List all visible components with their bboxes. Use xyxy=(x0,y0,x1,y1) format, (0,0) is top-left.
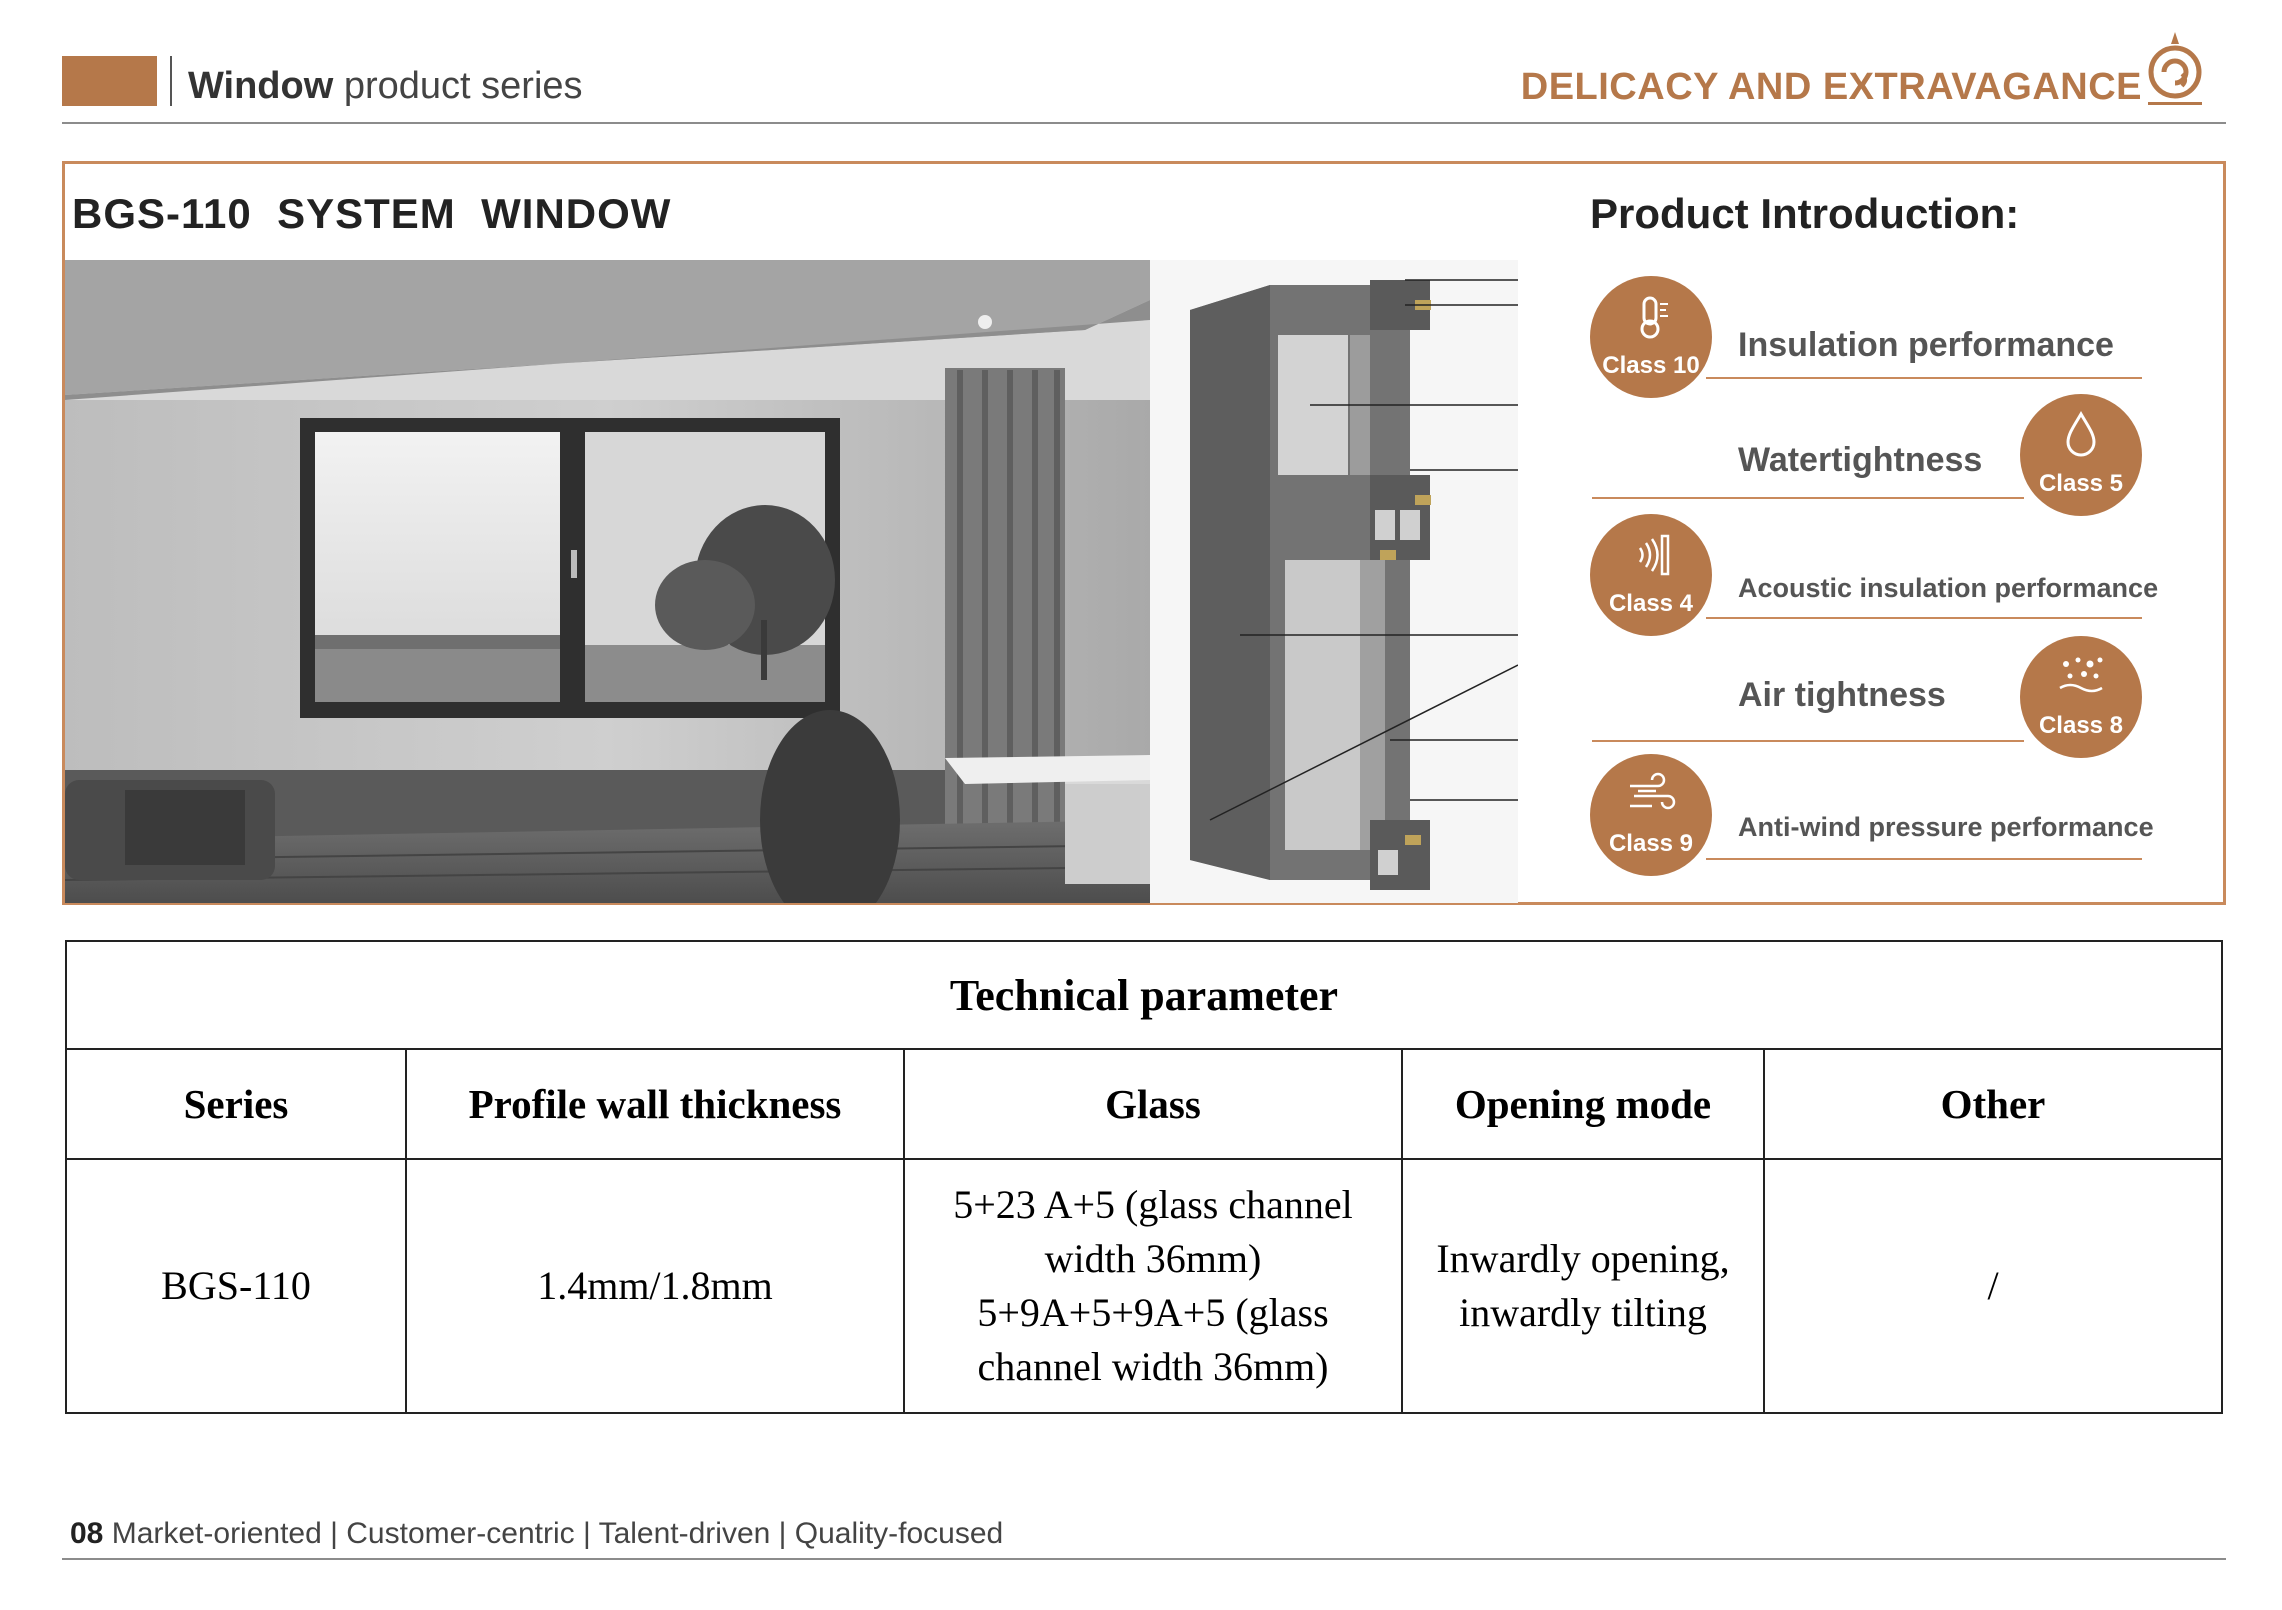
glass-line: 5+23 A+5 (glass channel xyxy=(953,1182,1353,1227)
section-title xyxy=(188,64,583,108)
header-opening-mode: Opening mode xyxy=(1402,1049,1764,1159)
class-badge-watertightness xyxy=(2020,394,2142,516)
feature-underline xyxy=(1706,858,2142,860)
room-window-photo xyxy=(65,260,1150,903)
glass-line: width 36mm) xyxy=(1044,1236,1262,1281)
feature-label-air-tightness: Air tightness xyxy=(1738,676,1946,714)
header-thickness: Profile wall thickness xyxy=(406,1049,904,1159)
header-rule xyxy=(62,122,2226,124)
footer-slogan: Market-oriented | Customer-centric | Talent-driven | Quality-focused xyxy=(103,1517,1004,1550)
class-label: Class 5 xyxy=(2038,470,2124,497)
water-drop-icon xyxy=(2056,410,2106,460)
class-badge-acoustic xyxy=(1590,514,1712,636)
feature-label-watertightness: Watertightness xyxy=(1738,441,1983,479)
page-number: 08 xyxy=(70,1517,104,1550)
sound-wall-icon xyxy=(1626,530,1676,580)
class-label: Class 9 xyxy=(1608,830,1694,857)
product-intro-title: Product Introduction: xyxy=(1590,190,2020,237)
header-separator xyxy=(170,56,172,106)
section-title-rest: product series xyxy=(333,65,583,107)
class-badge-wind-pressure xyxy=(1590,754,1712,876)
feature-label-acoustic: Acoustic insulation performance xyxy=(1738,573,2159,603)
cell-glass xyxy=(904,1159,1402,1413)
cell-opening-mode xyxy=(1402,1159,1764,1413)
cell-other: / xyxy=(1764,1159,2222,1413)
section-title-bold: Window xyxy=(188,65,334,107)
footer-text xyxy=(70,1517,1003,1551)
feature-underline xyxy=(1592,497,2024,499)
class-label: Class 4 xyxy=(1608,590,1694,617)
feature-underline xyxy=(1706,377,2142,379)
header-color-block xyxy=(62,56,157,106)
class-label: Class 8 xyxy=(2038,712,2124,739)
company-logo xyxy=(2142,30,2208,110)
glass-line: 5+9A+5+9A+5 (glass xyxy=(977,1290,1329,1335)
product-name: BGS-110 SYSTEM WINDOW xyxy=(72,190,672,237)
feature-underline xyxy=(1706,617,2142,619)
cell-thickness: 1.4mm/1.8mm xyxy=(406,1159,904,1413)
class-badge-air-tightness xyxy=(2020,636,2142,758)
opening-line: inwardly tilting xyxy=(1459,1290,1707,1335)
footer-rule xyxy=(62,1558,2226,1560)
technical-parameter-table xyxy=(65,940,2223,1414)
feature-label-wind-pressure: Anti-wind pressure performance xyxy=(1738,812,2154,842)
table-caption: Technical parameter xyxy=(66,941,2222,1049)
opening-line: Inwardly opening, xyxy=(1436,1236,1730,1281)
thermometer-icon xyxy=(1626,292,1676,342)
class-label: Class 10 xyxy=(1602,352,1700,379)
header-glass: Glass xyxy=(904,1049,1402,1159)
cell-series: BGS-110 xyxy=(66,1159,406,1413)
table-row xyxy=(66,1159,2222,1413)
glass-line: channel width 36mm) xyxy=(977,1344,1329,1389)
air-particles-icon xyxy=(2056,652,2106,702)
brand-slogan: DELICACY AND EXTRAVAGANCE xyxy=(1520,66,2142,108)
table-header-row xyxy=(66,1049,2222,1159)
feature-underline xyxy=(1592,740,2024,742)
header-series: Series xyxy=(66,1049,406,1159)
window-profile-section xyxy=(1150,260,1518,903)
wind-icon xyxy=(1626,770,1676,820)
feature-label-insulation: Insulation performance xyxy=(1738,326,2114,364)
header-other: Other xyxy=(1764,1049,2222,1159)
class-badge-insulation xyxy=(1590,276,1712,398)
